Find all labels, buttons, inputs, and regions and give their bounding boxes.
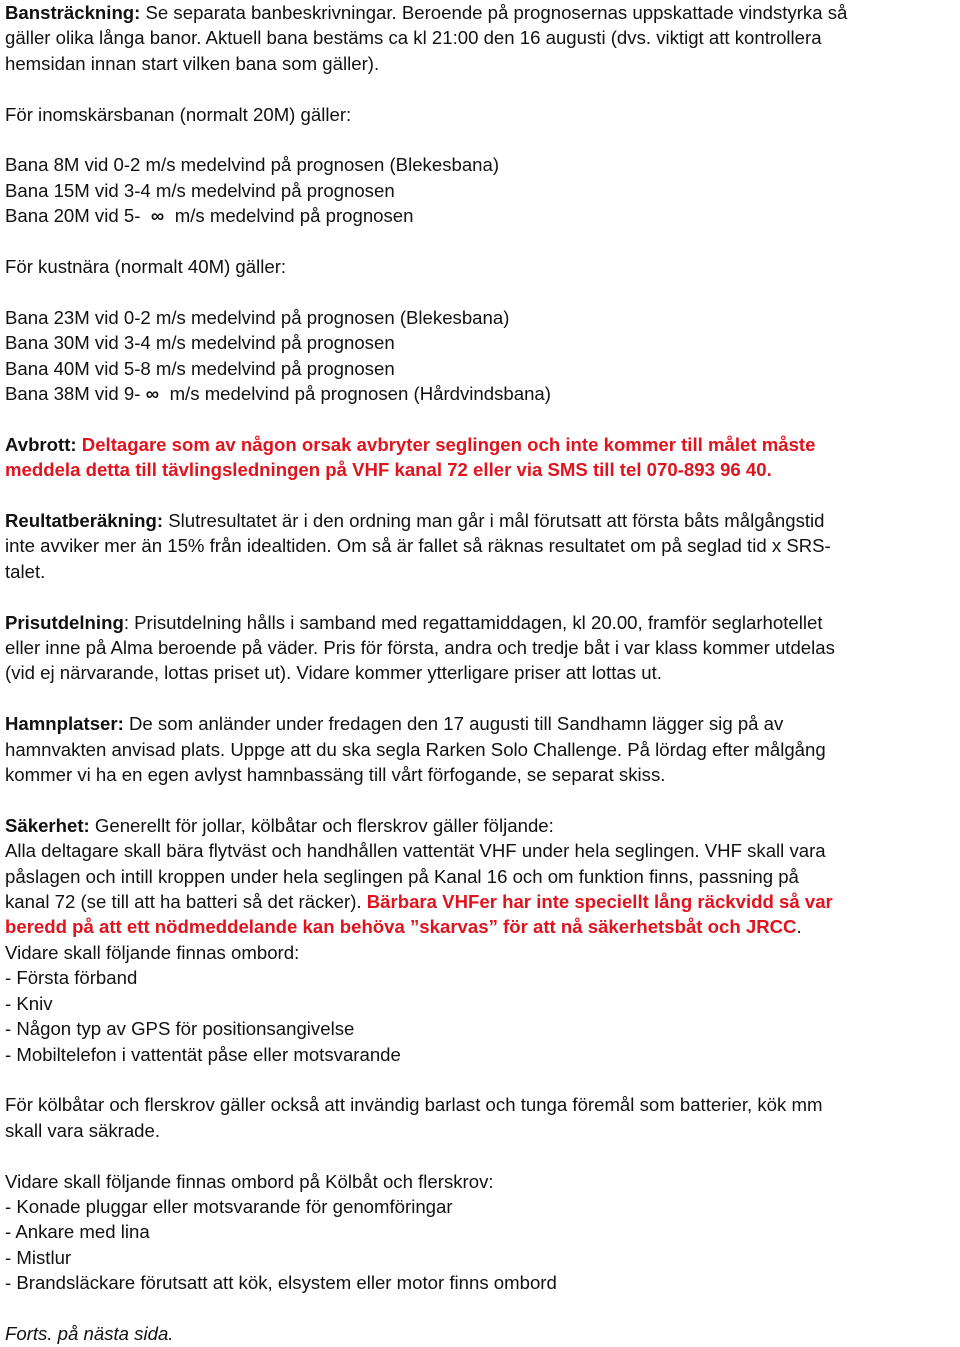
prisutdelning-label: Prisutdelning	[5, 611, 124, 633]
inomskars-line-2: Bana 15M vid 3-4 m/s medelvind på prognosen	[5, 179, 395, 201]
resultat-line-1: Slutresultatet är i den ordning man går i mål förutsatt att första båts målgångstid	[163, 510, 825, 532]
avbrott-line-2: meddela detta till tävlingsledningen på VHF kanal 72 eller via SMS till tel 070-893 96 40.	[5, 459, 772, 481]
section-resultat	[5, 508, 955, 584]
hamnplatser-label: Hamnplatser:	[5, 713, 124, 735]
kolbatar-line-1: För kölbåtar och flerskrov gäller också att invändig barlast och tunga föremål som batterier, kök mm	[5, 1094, 823, 1116]
section-hamnplatser	[5, 711, 955, 787]
sakerhet-label: Säkerhet:	[5, 814, 90, 836]
hamnplatser-line-3: kommer vi ha en egen avlyst hamnbassäng till vårt förfogande, se separat skiss.	[5, 764, 666, 786]
prisutdelning-line-3: (vid ej närvarande, lottas priset ut). Vidare kommer ytterligare priser att lottas ut.	[5, 662, 662, 684]
sakerhet-line-4a: kanal 72 (se till att ha batteri så det räcker).	[5, 891, 367, 913]
sakerhet-line-1: Generellt för jollar, kölbåtar och flerskrov gäller följande:	[89, 814, 554, 836]
sakerhet-line-2: Alla deltagare skall bära flytväst och handhållen vattentät VHF under hela seglingen. VHF skall vara	[5, 840, 826, 862]
prisutdelning-line-1: : Prisutdelning hålls i samband med regattamiddagen, kl 20.00, framför seglarhotellet	[123, 611, 823, 633]
document-page	[5, 0, 955, 1346]
kustnara-line-2: Bana 30M vid 3-4 m/s medelvind på prognosen	[5, 332, 395, 354]
kustnara-line-4b: m/s medelvind på prognosen (Hårdvindsbana)	[164, 383, 551, 405]
prisutdelning-line-2: eller inne på Alma beroende på väder. Pris för första, andra och tredje båt i var klass kommer utdelas	[5, 637, 835, 659]
resultat-line-3: talet.	[5, 560, 46, 582]
ombord-heading: Vidare skall följande finnas ombord på Kölbåt och flerskrov:	[5, 1170, 494, 1192]
kustnara-line-3: Bana 40M vid 5-8 m/s medelvind på prognosen	[5, 357, 395, 379]
continued-footer: Forts. på nästa sida.	[5, 1322, 174, 1344]
banstrackning-line-1: Se separata banbeskrivningar. Beroende på prognosernas uppskattade vindstyrka så	[140, 2, 848, 23]
sakerhet-line-5-end: .	[796, 916, 802, 938]
kolbatar-line-2: skall vara säkrade.	[5, 1119, 161, 1141]
infinity-icon: ∞	[150, 205, 165, 227]
avbrott-label: Avbrott:	[5, 433, 77, 455]
inomskars-heading: För inomskärsbanan (normalt 20M) gäller:	[5, 103, 352, 125]
section-prisutdelning	[5, 610, 955, 686]
section-kustnara	[5, 254, 955, 406]
list-item: - Brandsläckare förutsatt att kök, elsystem eller motor finns ombord	[5, 1272, 557, 1294]
sakerhet-line-6: Vidare skall följande finnas ombord:	[5, 941, 300, 963]
list-item: - Mistlur	[5, 1246, 72, 1268]
inomskars-line-3b: m/s medelvind på prognosen	[169, 205, 414, 227]
list-item: - Konade pluggar eller motsvarande för genomföringar	[5, 1195, 453, 1217]
resultat-label: Reultatberäkning:	[5, 510, 164, 532]
section-kolbatar	[5, 1092, 955, 1143]
banstrackning-label: Bansträckning:	[5, 2, 141, 23]
section-avbrott	[5, 432, 955, 483]
list-item: - Ankare med lina	[5, 1221, 150, 1243]
kustnara-heading: För kustnära (normalt 40M) gäller:	[5, 256, 287, 278]
infinity-icon: ∞	[145, 383, 160, 405]
list-item: - Första förband	[5, 967, 138, 989]
hamnplatser-line-1: De som anländer under fredagen den 17 augusti till Sandhamn lägger sig på av	[123, 713, 784, 735]
sakerhet-warning-2: beredd på att ett nödmeddelande kan behöva ”skarvas” för att nå säkerhetsbåt och JRCC	[5, 916, 797, 938]
resultat-line-2: inte avviker mer än 15% från idealtiden. Om så är fallet så räknas resultatet om på seglad tid x SRS-	[5, 535, 831, 557]
section-sakerhet	[5, 813, 955, 1067]
avbrott-line-1: Deltagare som av någon orsak avbryter seglingen och inte kommer till målet måste	[76, 433, 816, 455]
section-ombord	[5, 1169, 955, 1296]
banstrackning-line-2: gäller olika långa banor. Aktuell bana bestäms ca kl 21:00 den 16 augusti (dvs. viktigt att kontrollera	[5, 27, 822, 49]
section-banstrackning	[5, 0, 955, 76]
list-item: - Någon typ av GPS för positionsangivelse	[5, 1018, 355, 1040]
section-inomskars	[5, 102, 955, 229]
kustnara-line-1: Bana 23M vid 0-2 m/s medelvind på prognosen (Blekesbana)	[5, 306, 510, 328]
sakerhet-line-3: påslagen och intill kroppen under hela seglingen på Kanal 16 och om funktion finns, passning på	[5, 865, 799, 887]
list-item: - Mobiltelefon i vattentät påse eller motsvarande	[5, 1043, 401, 1065]
kustnara-line-4a: Bana 38M vid 9-	[5, 383, 141, 405]
sakerhet-warning-1: Bärbara VHFer har inte speciellt lång räckvidd så var	[366, 891, 833, 913]
hamnplatser-line-2: hamnvakten anvisad plats. Uppge att du ska segla Rarken Solo Challenge. På lördag efter målgång	[5, 738, 826, 760]
list-item: - Kniv	[5, 992, 53, 1014]
inomskars-line-3a: Bana 20M vid 5-	[5, 205, 146, 227]
banstrackning-line-3: hemsidan innan start vilken bana som gäller).	[5, 52, 380, 74]
inomskars-line-1: Bana 8M vid 0-2 m/s medelvind på prognosen (Blekesbana)	[5, 154, 500, 176]
